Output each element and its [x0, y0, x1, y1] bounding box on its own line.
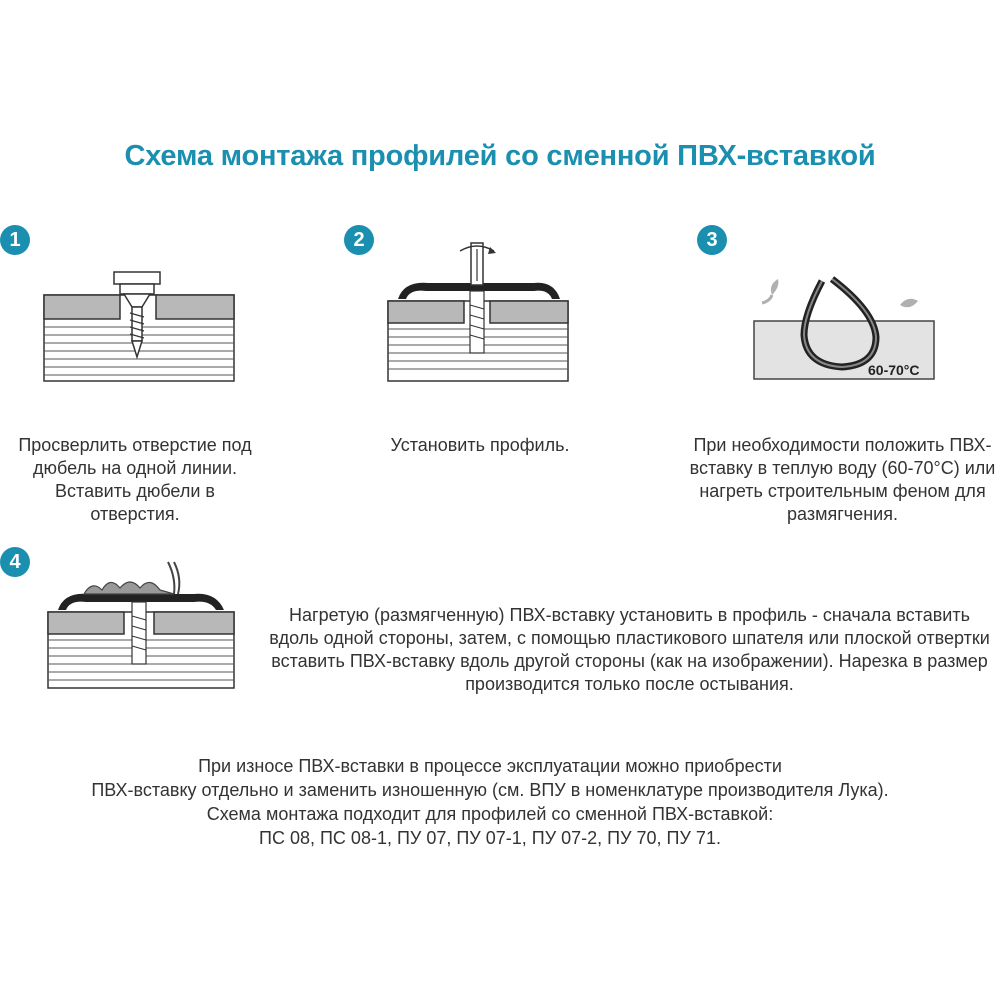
step-1-text: Просверлить отверстие под дюбель на одной линии. Вставить дюбели в отверстия. — [18, 435, 252, 524]
step-3-text: При необходимости положить ПВХ-вставку в теплую воду (60-70°С) или нагреть строительным феном для размягчения. — [689, 435, 996, 524]
footer-line-1: При износе ПВХ-вставки в процессе эксплуатации можно приобрести — [198, 756, 782, 776]
step-2-badge: 2 — [344, 225, 374, 255]
step-3-warm-water-illustration — [750, 265, 940, 385]
step-1-badge: 1 — [0, 225, 30, 255]
step-3-badge: 3 — [697, 225, 727, 255]
footer-line-2: ПВХ-вставку отдельно и заменить изношенную (см. ВПУ в номенклатуре производителя Лука). — [91, 780, 889, 800]
footer-line-3: Схема монтажа подходит для профилей со сменной ПВХ-вставкой: — [206, 804, 774, 824]
step-4-text: Нагретую (размягченную) ПВХ-вставку установить в профиль - сначала вставить вдоль одной стороны, затем, с помощью пластикового шпателя или плоской отвертки вставить ПВХ-вставку вдоль другой стороны (как на изображении). Нарезка в размер производится только после остывания. — [269, 605, 990, 694]
step-1-drill-illustration — [40, 265, 240, 385]
step-4-insert-installation-illustration — [44, 558, 244, 693]
step-4-badge: 4 — [0, 547, 30, 577]
step-2-text: Установить профиль. — [390, 435, 570, 455]
footer-line-4: ПС 08, ПС 08-1, ПУ 07, ПУ 07-1, ПУ 07-2, ПУ 70, ПУ 71. — [259, 828, 721, 848]
temperature-label: 60-70°C — [868, 362, 920, 378]
page-title: Схема монтажа профилей со сменной ПВХ-вставкой — [124, 140, 876, 172]
footer-note — [0, 754, 980, 850]
step-2-profile-illustration — [384, 235, 574, 385]
